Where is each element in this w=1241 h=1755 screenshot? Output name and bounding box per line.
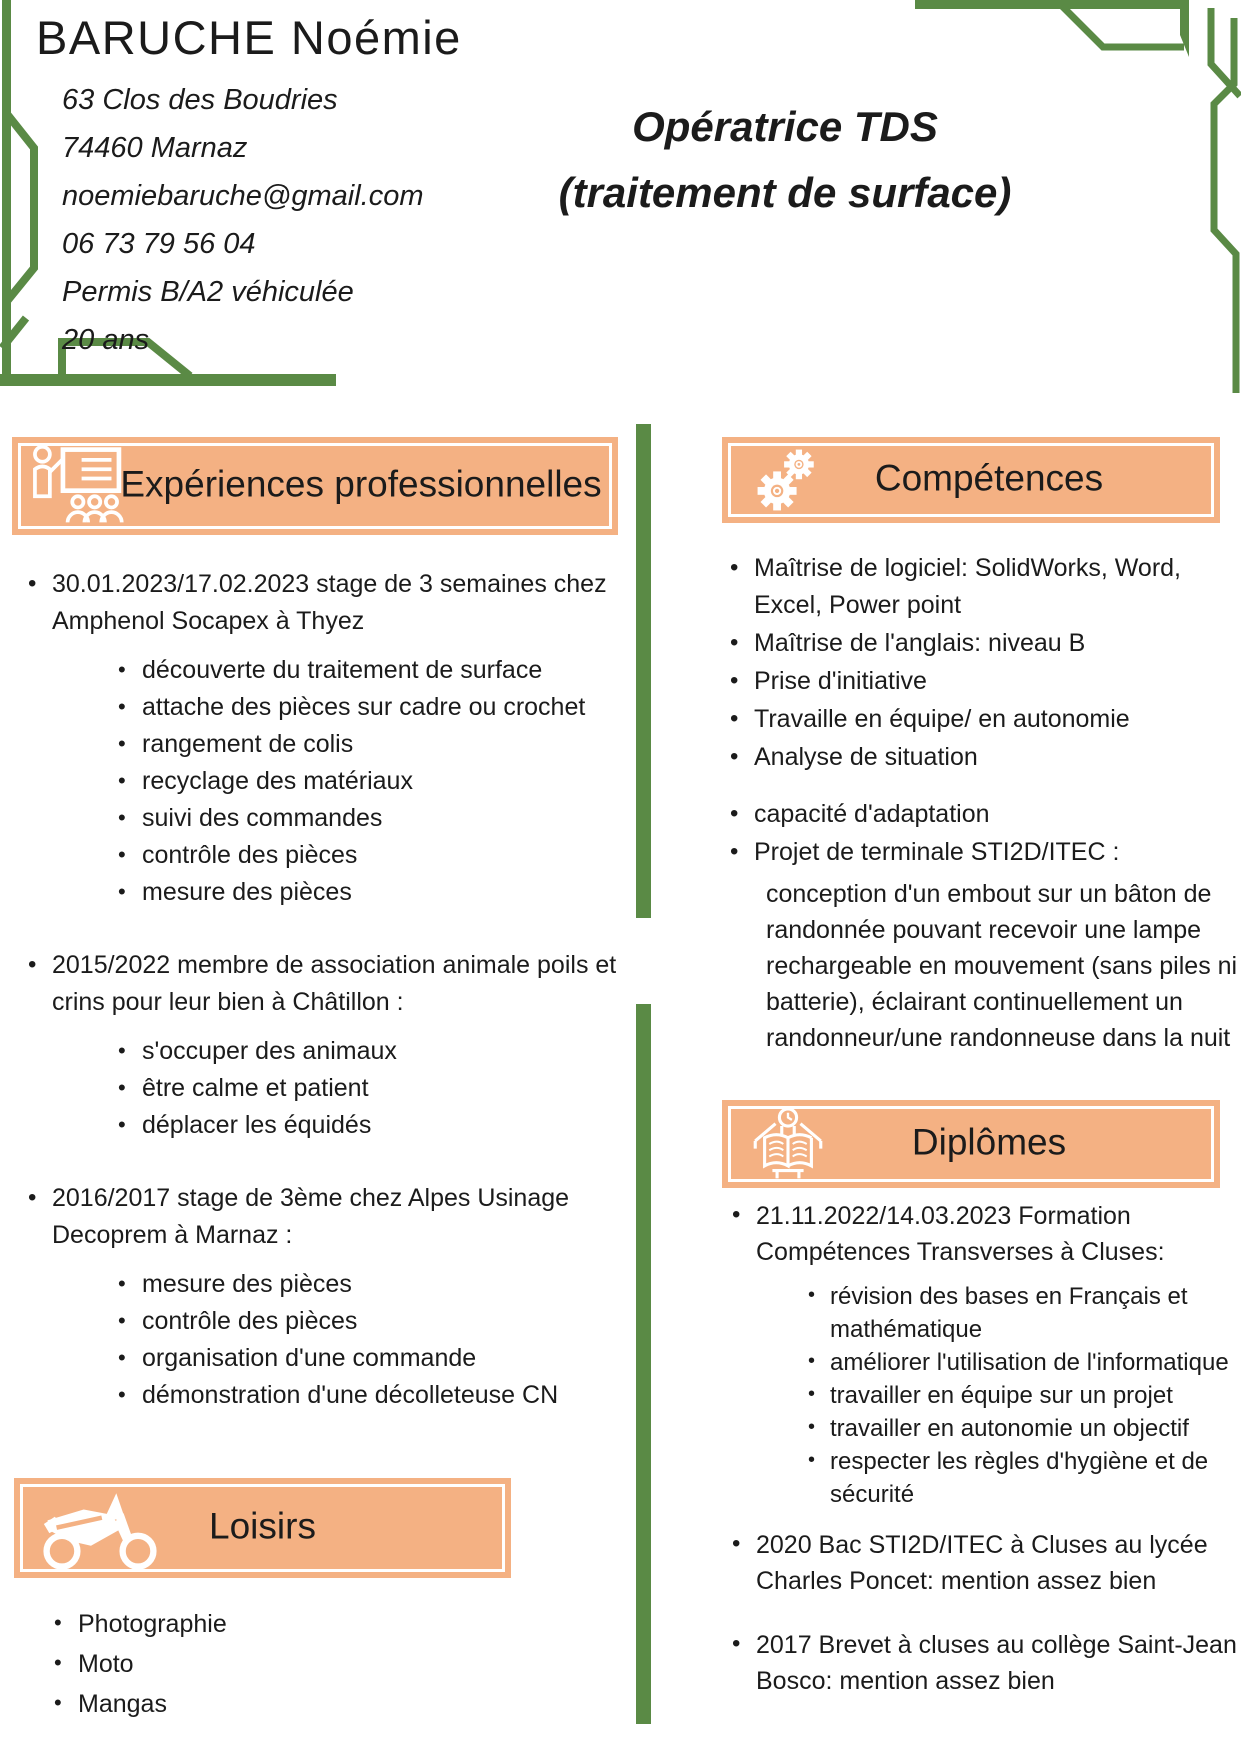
section-header-experiences bbox=[12, 437, 618, 535]
job-title-line-2: (traitement de surface) bbox=[558, 169, 1012, 216]
section-header-loisirs bbox=[14, 1478, 511, 1578]
experience-sub-item: • contrôle des pièces bbox=[142, 837, 587, 874]
experience-sub-item: • recyclage des matériaux bbox=[142, 763, 587, 800]
diplome-item bbox=[756, 1198, 1241, 1511]
contact-line: noemiebaruche@gmail.com bbox=[62, 180, 424, 212]
section-title-loisirs: Loisirs bbox=[209, 1505, 316, 1547]
loisir-item: • Photographie bbox=[78, 1604, 227, 1644]
experience-sub-item: • attache des pièces sur cadre ou crochet bbox=[142, 689, 587, 726]
experience-sub-item: • mesure des pièces bbox=[142, 874, 587, 911]
competence-text: • Maîtrise de logiciel: SolidWorks, Word, Excel, Power point bbox=[754, 550, 1232, 624]
experience-sub-item: • contrôle des pièces bbox=[142, 1303, 587, 1340]
competences-list bbox=[754, 550, 1240, 872]
contact-line: 20 ans bbox=[62, 324, 150, 356]
column-divider-bottom bbox=[636, 1004, 651, 1724]
experiences-list bbox=[52, 566, 632, 1414]
project-description: conception d'un embout sur un bâton de randonnée pouvant recevoir une lampe rechargeable en mouvement (sans piles ni batterie), éclairant continuellement un randonneur/une randonneuse dans la nuit bbox=[766, 880, 1238, 1052]
experience-sub-list bbox=[142, 1033, 632, 1144]
experience-sub-item: • suivi des commandes bbox=[142, 800, 587, 837]
job-title-line-1: Opératrice TDS bbox=[632, 103, 938, 150]
loisirs-list bbox=[78, 1604, 227, 1724]
section-title-experiences: Expériences professionnelles bbox=[120, 463, 602, 505]
competence-item bbox=[754, 796, 1240, 833]
experience-sub-item: • s'occuper des animaux bbox=[142, 1033, 587, 1070]
experience-sub-item: • organisation d'une commande bbox=[142, 1340, 587, 1377]
experience-sub-item: • déplacer les équidés bbox=[142, 1107, 587, 1144]
experience-sub-item: • mesure des pièces bbox=[142, 1266, 587, 1303]
experience-sub-list bbox=[142, 1266, 632, 1414]
section-title-diplomes: Diplômes bbox=[911, 1121, 1067, 1163]
diplome-sub-list bbox=[830, 1280, 1241, 1511]
competence-item bbox=[754, 550, 1240, 624]
contact-line: 74460 Marnaz bbox=[62, 132, 248, 164]
loisir-item: • Moto bbox=[78, 1644, 227, 1684]
diplome-sub-item: • améliorer l'utilisation de l'informatique bbox=[830, 1346, 1241, 1379]
experience-text: • 2015/2022 membre de association animale poils et crins pour leur bien à Châtillon : bbox=[52, 947, 618, 1021]
competence-item bbox=[754, 663, 1240, 700]
experience-item bbox=[52, 566, 632, 911]
section-title-competences: Compétences bbox=[874, 457, 1104, 499]
experience-sub-item: • être calme et patient bbox=[142, 1070, 587, 1107]
diplome-text: • 21.11.2022/14.03.2023 Formation Compétences Transverses à Cluses: bbox=[756, 1198, 1238, 1270]
diplome-item bbox=[756, 1527, 1241, 1599]
contact-info bbox=[62, 76, 424, 364]
section-header-diplomes bbox=[722, 1100, 1220, 1188]
competence-text: • Travaille en équipe/ en autonomie bbox=[754, 701, 1232, 738]
diplome-item bbox=[756, 1627, 1241, 1699]
experience-sub-item: • découverte du traitement de surface bbox=[142, 652, 587, 689]
experience-text: • 30.01.2023/17.02.2023 stage de 3 semaines chez Amphenol Socapex à Thyez bbox=[52, 566, 618, 640]
section-header-competences bbox=[722, 437, 1220, 523]
competence-text: • Prise d'initiative bbox=[754, 663, 1232, 700]
competence-item bbox=[754, 625, 1240, 662]
experience-sub-item: • rangement de colis bbox=[142, 726, 587, 763]
experience-sub-item: • démonstration d'une décolleteuse CN bbox=[142, 1377, 587, 1414]
diplome-text: • 2020 Bac STI2D/ITEC à Cluses au lycée Charles Poncet: mention assez bien bbox=[756, 1527, 1238, 1599]
competence-item bbox=[754, 701, 1240, 738]
contact-line: Permis B/A2 véhiculée bbox=[62, 276, 354, 308]
competence-text: • Maîtrise de l'anglais: niveau B bbox=[754, 625, 1232, 662]
experience-sub-list bbox=[142, 652, 632, 911]
diplome-sub-item: • travailler en autonomie un objectif bbox=[830, 1412, 1241, 1445]
job-title bbox=[528, 94, 1042, 226]
diplomes-list bbox=[756, 1198, 1241, 1709]
diplome-sub-item: • travailler en équipe sur un projet bbox=[830, 1379, 1241, 1412]
person-name: BARUCHE Noémie bbox=[36, 11, 462, 64]
column-divider-top bbox=[636, 424, 651, 918]
experience-text: • 2016/2017 stage de 3ème chez Alpes Usinage Decoprem à Marnaz : bbox=[52, 1180, 618, 1254]
loisir-item: • Mangas bbox=[78, 1684, 227, 1724]
diplome-sub-item: • respecter les règles d'hygiène et de sécurité bbox=[830, 1445, 1241, 1511]
experience-item bbox=[52, 947, 632, 1144]
diplome-sub-item: • révision des bases en Français et mathématique bbox=[830, 1280, 1241, 1346]
experience-item bbox=[52, 1180, 632, 1414]
competence-text: • Projet de terminale STI2D/ITEC : bbox=[754, 834, 1232, 871]
diplome-text: • 2017 Brevet à cluses au collège Saint-Jean Bosco: mention assez bien bbox=[756, 1627, 1238, 1699]
competence-item bbox=[754, 739, 1240, 776]
competence-text: • capacité d'adaptation bbox=[754, 796, 1232, 833]
competence-text: • Analyse de situation bbox=[754, 739, 1232, 776]
contact-line: 06 73 79 56 04 bbox=[62, 228, 256, 260]
competence-item bbox=[754, 834, 1240, 871]
contact-line: 63 Clos des Boudries bbox=[62, 84, 338, 116]
